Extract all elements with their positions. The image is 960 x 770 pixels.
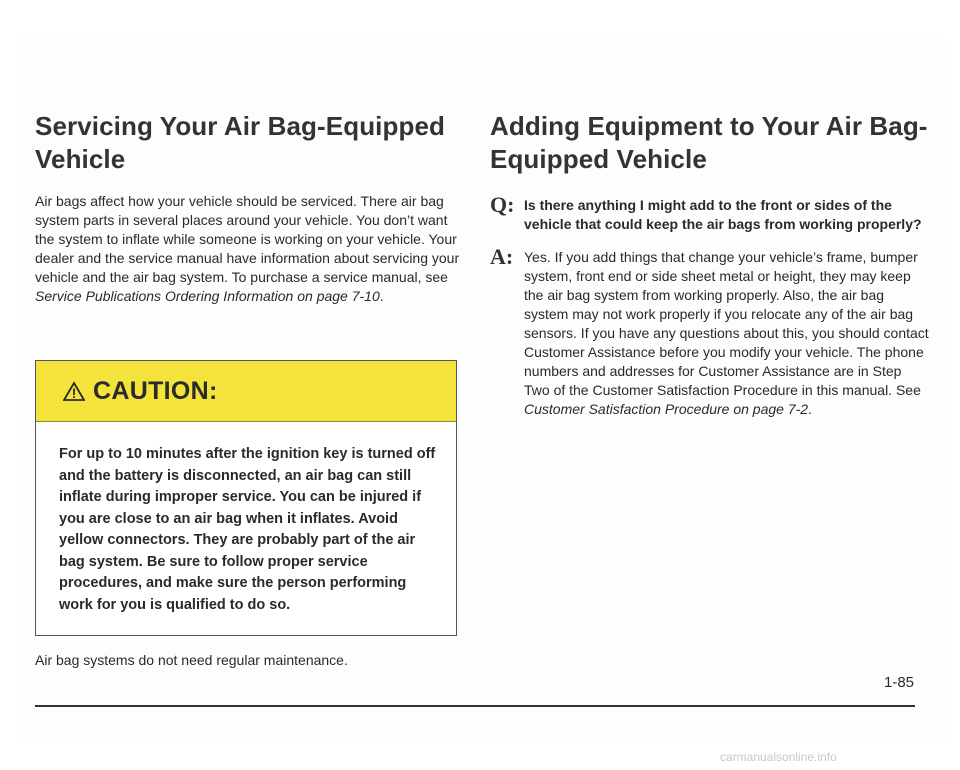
warning-triangle-icon <box>63 381 85 401</box>
left-column <box>35 110 465 306</box>
question-block <box>490 192 930 234</box>
answer-letter: A: <box>490 244 514 269</box>
service-publications-ref: Service Publications Ordering Information on page 7-10 <box>35 288 380 304</box>
left-body-end: . <box>379 288 384 304</box>
watermark: carmanualsonline.info <box>720 750 837 764</box>
question-letter: Q: <box>490 192 515 217</box>
answer-main: Yes. If you add things that change your vehicle’s frame, bumper system, front end or side sheet metal or height, they may keep the air bag system from working properly. Also, the air bag system may not work properly if you relocate any of the air bag sensors. If you have any questions about this, you should contact Customer Assistance before you modify your vehicle. The phone numbers and addresses for Customer Assistance are in Step Two of the Customer Satisfaction Procedure in this manual. See <box>524 249 929 398</box>
caution-band <box>36 361 456 422</box>
left-body-text <box>35 192 465 306</box>
footer-rule <box>35 705 915 707</box>
answer-block <box>490 244 930 419</box>
right-column <box>490 110 930 419</box>
right-heading: Adding Equipment to Your Air Bag-Equipped Vehicle <box>490 111 928 174</box>
answer-text <box>524 248 930 419</box>
maintenance-note: Air bag systems do not need regular maintenance. <box>35 652 348 668</box>
answer-end: . <box>808 401 812 417</box>
caution-label: CAUTION: <box>93 376 218 405</box>
question-text: Is there anything I might add to the front or sides of the vehicle that could keep the air bags from working properly? <box>524 197 922 232</box>
customer-satisfaction-ref: Customer Satisfaction Procedure on page 7-2 <box>524 401 809 417</box>
caution-box <box>35 360 457 636</box>
left-body-intro: Air bags affect how your vehicle should be serviced. There air bag system parts in several places around your vehicle. You don’t want the system to inflate while someone is working on your vehicle. Your dealer and the service manual have information about servicing your vehicle and the air bag system. To purchase a service manual, see <box>35 193 460 285</box>
left-heading: Servicing Your Air Bag-Equipped Vehicle <box>35 111 446 174</box>
caution-text: For up to 10 minutes after the ignition key is turned off and the battery is disconnected, an air bag can still inflate during improper service. You can be injured if you are close to an air bag when it inflates. Avoid yellow connectors. They are probably part of the air bag system. Be sure to follow proper service procedures, and make sure the person performing work for you is qualified to do so. <box>59 446 436 613</box>
page-number: 1-85 <box>884 674 915 691</box>
